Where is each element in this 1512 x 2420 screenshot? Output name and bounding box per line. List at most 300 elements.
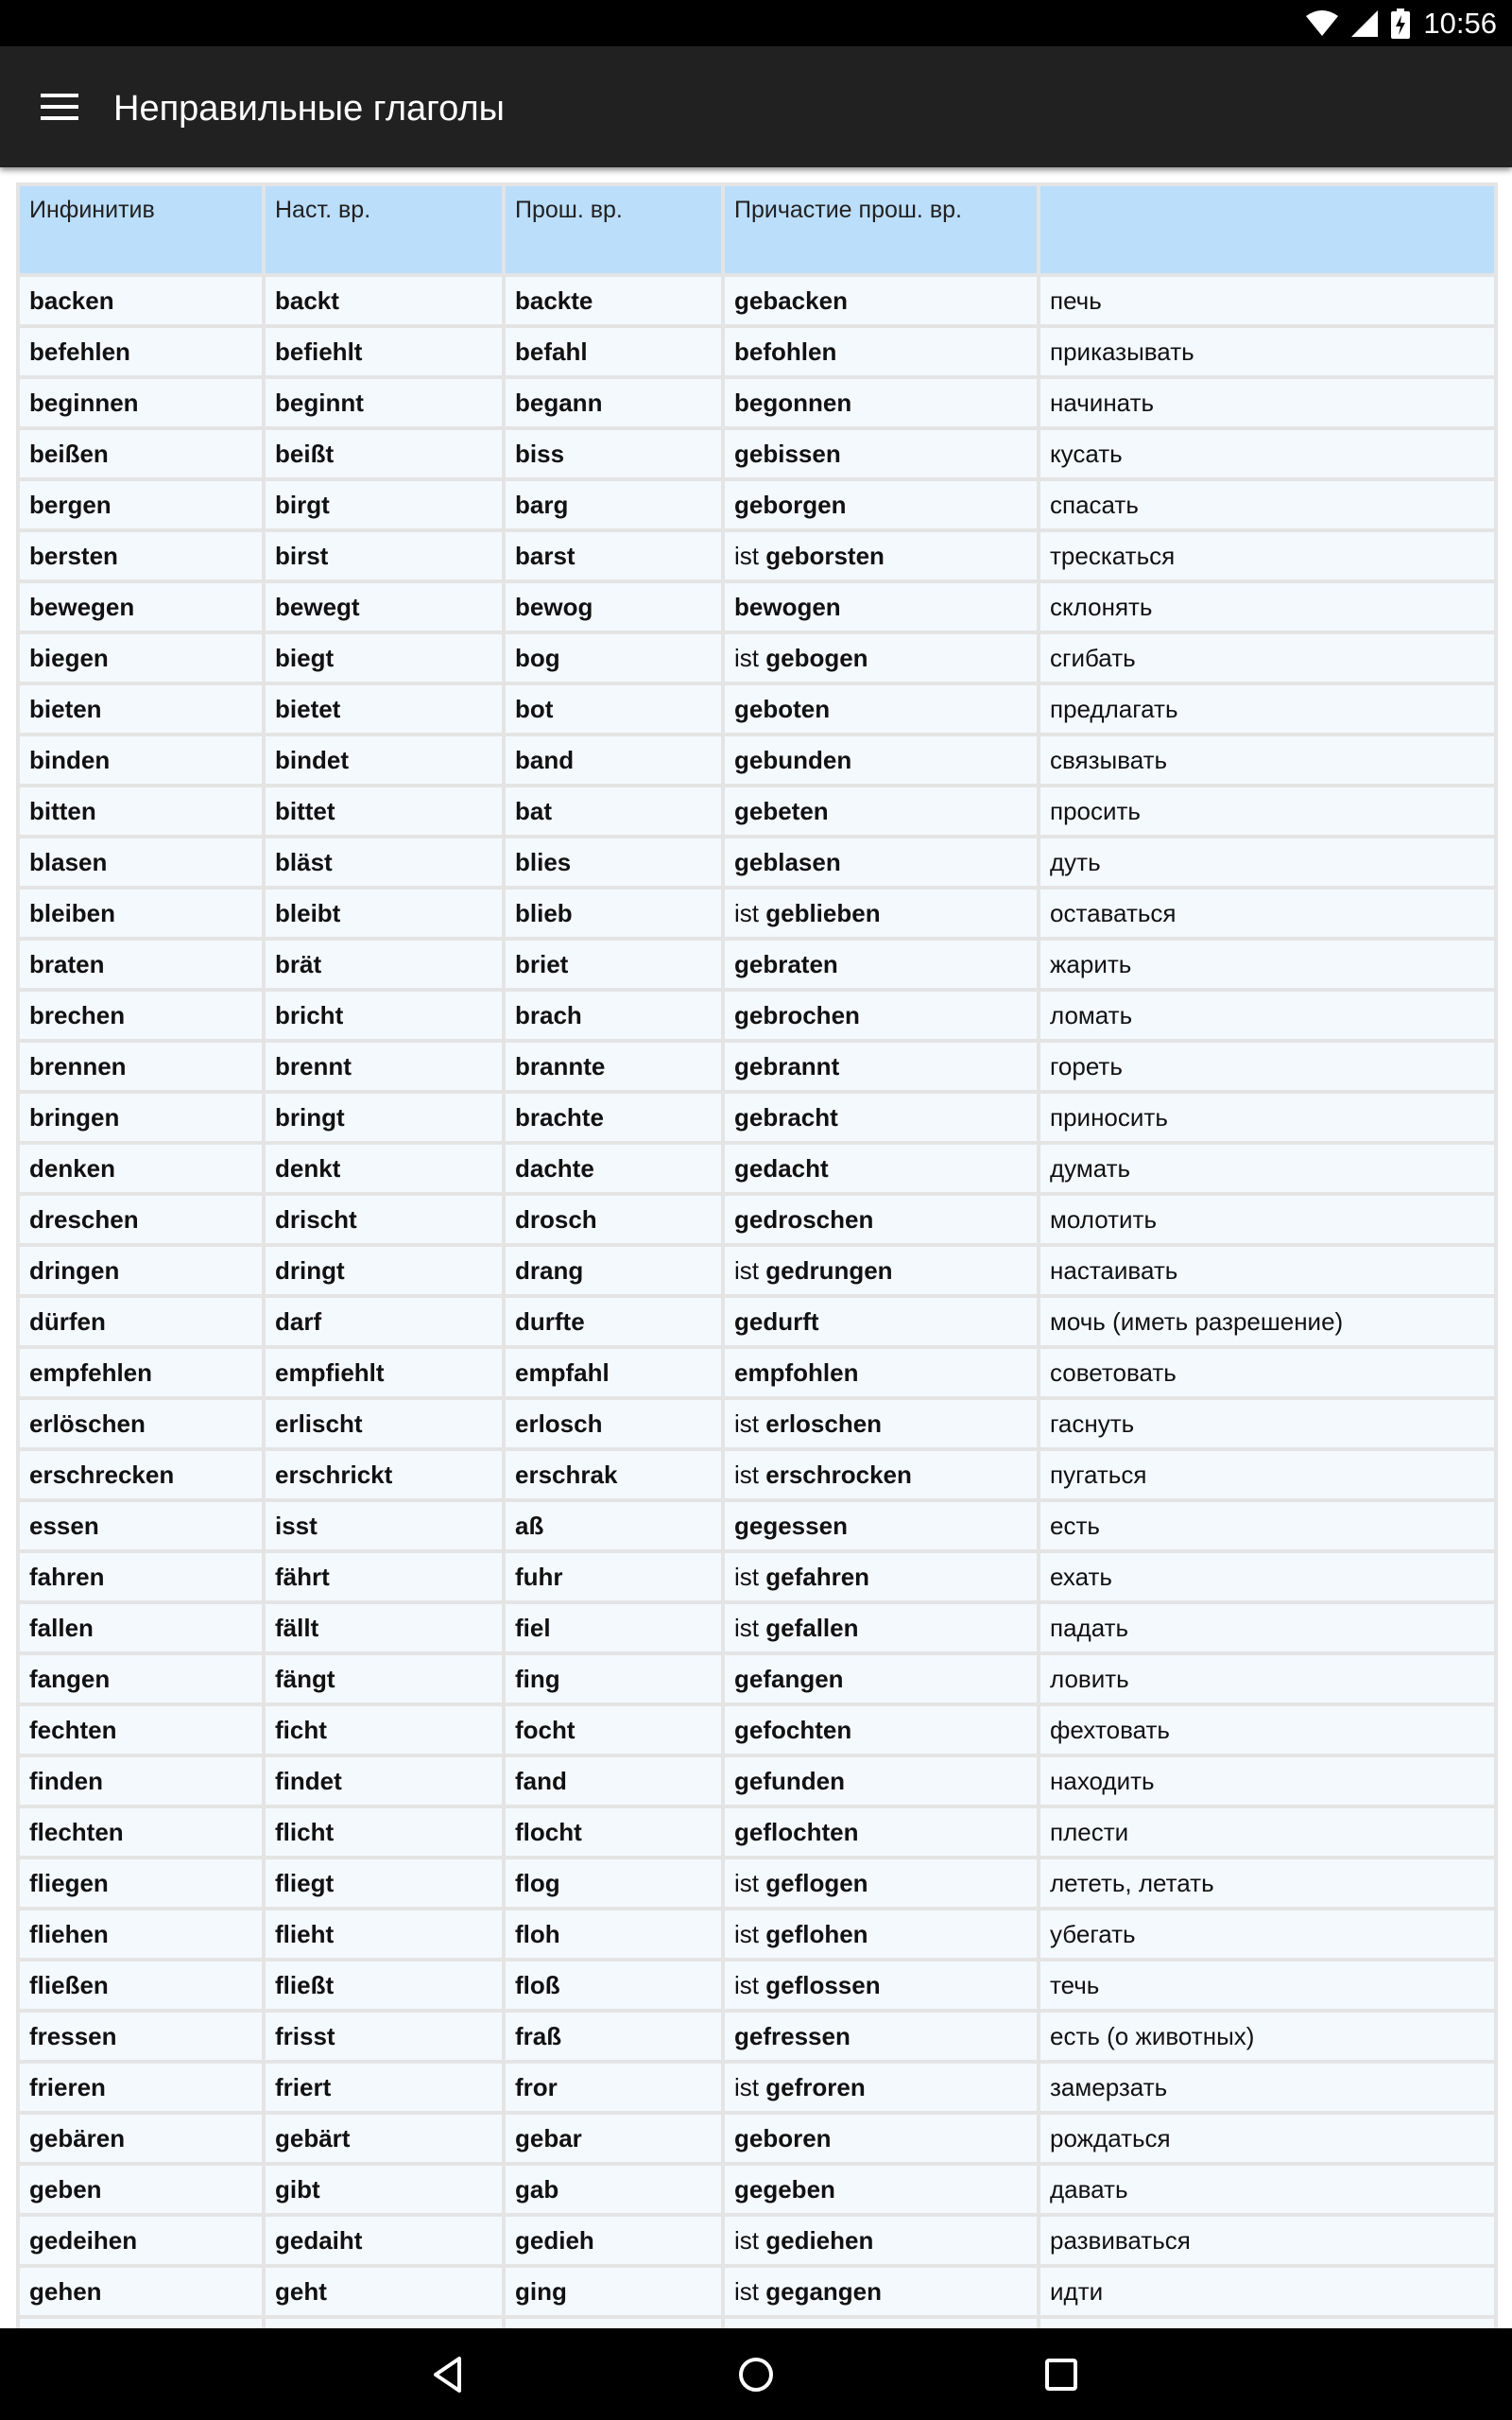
header-translation: [1040, 186, 1494, 273]
cell-translation: находить: [1040, 1757, 1494, 1805]
cell-present: bindet: [266, 736, 502, 784]
table-row: [20, 2268, 1494, 2315]
cell-participle: [725, 1859, 1037, 1907]
table-row: [20, 1604, 1494, 1651]
cell-past: begann: [506, 379, 721, 426]
cell-past: fiel: [506, 1604, 721, 1651]
cell-translation: убегать: [1040, 1910, 1494, 1958]
cell-infinitive: brechen: [20, 992, 262, 1039]
cell-past: bat: [506, 787, 721, 835]
participle-form: gefangen: [734, 1665, 844, 1693]
cell-infinitive: dürfen: [20, 1298, 262, 1345]
nav-bar: [0, 2328, 1512, 2420]
cell-past: aß: [506, 1502, 721, 1549]
cell-past: flog: [506, 1859, 721, 1907]
cell-participle: [725, 1706, 1037, 1754]
participle-form: gebracht: [734, 1103, 838, 1132]
cell-participle: [725, 634, 1037, 682]
cell-infinitive: beißen: [20, 430, 262, 477]
cell-past: gab: [506, 2166, 721, 2213]
cell-infinitive: fechten: [20, 1706, 262, 1754]
cell-translation: кусать: [1040, 430, 1494, 477]
cell-present: brät: [266, 941, 502, 988]
table-row: [20, 1400, 1494, 1447]
cell-translation: печь: [1040, 277, 1494, 324]
table-row: [20, 1757, 1494, 1805]
cell-present: darf: [266, 1298, 502, 1345]
cell-past: bot: [506, 685, 721, 733]
cell-infinitive: bleiben: [20, 890, 262, 937]
cell-infinitive: bringen: [20, 1094, 262, 1141]
cell-infinitive: fangen: [20, 1655, 262, 1703]
cell-past: durfte: [506, 1298, 721, 1345]
cell-past: empfahl: [506, 1349, 721, 1396]
table-row: [20, 736, 1494, 784]
cell-infinitive: erschrecken: [20, 1451, 262, 1498]
participle-form: gegessen: [734, 1512, 848, 1540]
cell-present: bittet: [266, 787, 502, 835]
header-past: Прош. вр.: [506, 186, 721, 273]
cell-translation: думать: [1040, 1145, 1494, 1192]
participle-form: gegangen: [765, 2277, 883, 2306]
table-row: [20, 1910, 1494, 1958]
header-present: Наст. вр.: [266, 186, 502, 273]
cell-present: biegt: [266, 634, 502, 682]
cell-translation: дуть: [1040, 838, 1494, 886]
cell-present: erlischt: [266, 1400, 502, 1447]
cell-translation: трескаться: [1040, 532, 1494, 579]
cell-translation: фехтовать: [1040, 1706, 1494, 1754]
cell-translation: ломать: [1040, 992, 1494, 1039]
participle-form: gebunden: [734, 746, 852, 774]
participle-auxiliary: ist: [734, 2226, 759, 2255]
participle-form: gefochten: [734, 1716, 852, 1744]
table-row: [20, 1706, 1494, 1754]
cell-infinitive: essen: [20, 1502, 262, 1549]
table-row: [20, 2115, 1494, 2162]
cell-present: birgt: [266, 481, 502, 528]
cell-past: floß: [506, 1962, 721, 2009]
cell-past: blieb: [506, 890, 721, 937]
participle-form: erschrocken: [765, 1461, 912, 1489]
cell-infinitive: biegen: [20, 634, 262, 682]
cell-translation: есть (о животных): [1040, 2013, 1494, 2060]
cell-present: fährt: [266, 1553, 502, 1600]
cell-present: bringt: [266, 1094, 502, 1141]
wifi-icon: [1306, 10, 1338, 37]
table-row: [20, 2217, 1494, 2264]
participle-auxiliary: ist: [734, 899, 759, 927]
cell-present: backt: [266, 277, 502, 324]
cell-translation: давать: [1040, 2166, 1494, 2213]
cell-infinitive: flechten: [20, 1808, 262, 1856]
cell-participle: [725, 1349, 1037, 1396]
cell-present: frisst: [266, 2013, 502, 2060]
cell-infinitive: fressen: [20, 2013, 262, 2060]
cell-infinitive: bitten: [20, 787, 262, 835]
status-time: 10:56: [1423, 7, 1497, 40]
cell-participle: [725, 2268, 1037, 2315]
cell-infinitive: dreschen: [20, 1196, 262, 1243]
table-row: [20, 1349, 1494, 1396]
cell-past: erschrak: [506, 1451, 721, 1498]
cell-past: barst: [506, 532, 721, 579]
participle-form: gefroren: [765, 2073, 866, 2101]
cell-infinitive: gedeihen: [20, 2217, 262, 2264]
table-row: [20, 838, 1494, 886]
cell-infinitive: erlöschen: [20, 1400, 262, 1447]
cell-translation: падать: [1040, 1604, 1494, 1651]
cell-translation: гаснуть: [1040, 1400, 1494, 1447]
table-row: [20, 2064, 1494, 2111]
participle-form: bewogen: [734, 593, 841, 621]
cell-past: fand: [506, 1757, 721, 1805]
cell-participle: [725, 1043, 1037, 1090]
participle-form: empfohlen: [734, 1358, 859, 1387]
participle-form: geboren: [734, 2124, 832, 2152]
cell-present: befiehlt: [266, 328, 502, 375]
cell-past: fing: [506, 1655, 721, 1703]
back-button[interactable]: [427, 2351, 474, 2398]
cell-infinitive: bergen: [20, 481, 262, 528]
cell-past: brannte: [506, 1043, 721, 1090]
cell-past: befahl: [506, 328, 721, 375]
cell-infinitive: fliehen: [20, 1910, 262, 1958]
cell-present: fliegt: [266, 1859, 502, 1907]
table-row: [20, 941, 1494, 988]
cell-present: dringt: [266, 1247, 502, 1294]
cell-participle: [725, 2064, 1037, 2111]
table-row: [20, 2166, 1494, 2213]
cell-past: focht: [506, 1706, 721, 1754]
cell-present: isst: [266, 1502, 502, 1549]
participle-form: geflossen: [765, 1971, 881, 1999]
participle-form: geblieben: [765, 899, 881, 927]
participle-form: gediehen: [765, 2226, 874, 2255]
cell-infinitive: gebären: [20, 2115, 262, 2162]
cell-translation: рождаться: [1040, 2115, 1494, 2162]
cell-present: findet: [266, 1757, 502, 1805]
participle-auxiliary: ist: [734, 1614, 759, 1642]
table-row: [20, 1859, 1494, 1907]
table-row: [20, 634, 1494, 682]
participle-auxiliary: ist: [734, 1409, 759, 1438]
cell-participle: [725, 1604, 1037, 1651]
cell-translation: советовать: [1040, 1349, 1494, 1396]
cell-present: bläst: [266, 838, 502, 886]
app-bar: [0, 46, 1512, 167]
menu-icon: [41, 94, 78, 120]
table-row: [20, 1655, 1494, 1703]
cell-participle: [725, 1553, 1037, 1600]
cell-participle: [725, 1247, 1037, 1294]
cell-present: gedaiht: [266, 2217, 502, 2264]
participle-auxiliary: ist: [734, 2277, 759, 2306]
participle-form: gebissen: [734, 440, 841, 468]
cell-present: gebärt: [266, 2115, 502, 2162]
participle-form: erloschen: [765, 1409, 883, 1438]
cell-infinitive: fliegen: [20, 1859, 262, 1907]
cell-translation: ловить: [1040, 1655, 1494, 1703]
cell-present: beginnt: [266, 379, 502, 426]
cell-infinitive: gehen: [20, 2268, 262, 2315]
table-row: [20, 1502, 1494, 1549]
cell-present: bricht: [266, 992, 502, 1039]
page-title: Неправильные глаголы: [113, 89, 505, 129]
cell-translation: плести: [1040, 1808, 1494, 1856]
cell-participle: [725, 1757, 1037, 1805]
cell-translation: есть: [1040, 1502, 1494, 1549]
cell-participle: [725, 583, 1037, 631]
cell-past: brachte: [506, 1094, 721, 1141]
table-row: [20, 1808, 1494, 1856]
cell-past: dachte: [506, 1145, 721, 1192]
table-row: [20, 328, 1494, 375]
table-row: [20, 2013, 1494, 2060]
table-row: [20, 1451, 1494, 1498]
cell-infinitive: brennen: [20, 1043, 262, 1090]
cell-participle: [725, 685, 1037, 733]
cell-past: blies: [506, 838, 721, 886]
cell-participle: [725, 1145, 1037, 1192]
cell-present: fängt: [266, 1655, 502, 1703]
cell-past: gedieh: [506, 2217, 721, 2264]
table-row: [20, 1145, 1494, 1192]
cell-infinitive: bersten: [20, 532, 262, 579]
participle-form: gebrochen: [734, 1001, 860, 1029]
participle-form: gedroschen: [734, 1205, 874, 1234]
cell-translation: просить: [1040, 787, 1494, 835]
cell-translation: гореть: [1040, 1043, 1494, 1090]
cell-translation: мочь (иметь разрешение): [1040, 1298, 1494, 1345]
cell-infinitive: frieren: [20, 2064, 262, 2111]
cell-participle: [725, 379, 1037, 426]
table-body: [20, 277, 1494, 2366]
cell-past: erlosch: [506, 1400, 721, 1447]
cell-present: birst: [266, 532, 502, 579]
cell-present: gibt: [266, 2166, 502, 2213]
table-row: [20, 481, 1494, 528]
status-icons: [1306, 6, 1497, 42]
cell-past: fror: [506, 2064, 721, 2111]
cell-participle: [725, 2013, 1037, 2060]
cell-translation: течь: [1040, 1962, 1494, 2009]
cell-past: band: [506, 736, 721, 784]
participle-form: gefunden: [734, 1767, 845, 1795]
cell-past: gebar: [506, 2115, 721, 2162]
cell-infinitive: fallen: [20, 1604, 262, 1651]
cell-infinitive: dringen: [20, 1247, 262, 1294]
cell-infinitive: empfehlen: [20, 1349, 262, 1396]
participle-form: gedrungen: [765, 1256, 893, 1285]
cell-participle: [725, 430, 1037, 477]
table-row: [20, 685, 1494, 733]
table-row: [20, 1196, 1494, 1243]
cell-translation: приносить: [1040, 1094, 1494, 1141]
participle-form: gebacken: [734, 286, 848, 315]
header-participle: Причастие прош. вр.: [725, 186, 1037, 273]
participle-auxiliary: ist: [734, 1869, 759, 1897]
cell-translation: склонять: [1040, 583, 1494, 631]
cell-infinitive: finden: [20, 1757, 262, 1805]
cell-translation: пугаться: [1040, 1451, 1494, 1498]
cell-past: bog: [506, 634, 721, 682]
cell-present: drischt: [266, 1196, 502, 1243]
cell-present: beißt: [266, 430, 502, 477]
cell-infinitive: braten: [20, 941, 262, 988]
cell-participle: [725, 838, 1037, 886]
participle-form: gebeten: [734, 797, 829, 825]
participle-auxiliary: ist: [734, 1563, 759, 1591]
cell-participle: [725, 2217, 1037, 2264]
cell-infinitive: blasen: [20, 838, 262, 886]
table-row: [20, 890, 1494, 937]
participle-form: gefallen: [765, 1614, 859, 1642]
cell-translation: молотить: [1040, 1196, 1494, 1243]
cell-translation: лететь, летать: [1040, 1859, 1494, 1907]
cell-present: bleibt: [266, 890, 502, 937]
table-row: [20, 532, 1494, 579]
cell-translation: начинать: [1040, 379, 1494, 426]
cell-past: fraß: [506, 2013, 721, 2060]
cell-infinitive: fahren: [20, 1553, 262, 1600]
cell-translation: оставаться: [1040, 890, 1494, 937]
participle-auxiliary: ist: [734, 1256, 759, 1285]
participle-form: gedacht: [734, 1154, 829, 1183]
cell-translation: сгибать: [1040, 634, 1494, 682]
participle-form: gebrannt: [734, 1052, 840, 1080]
cell-translation: настаивать: [1040, 1247, 1494, 1294]
cell-present: friert: [266, 2064, 502, 2111]
cell-past: briet: [506, 941, 721, 988]
cell-infinitive: bewegen: [20, 583, 262, 631]
cell-past: drang: [506, 1247, 721, 1294]
cell-translation: ехать: [1040, 1553, 1494, 1600]
participle-form: geboten: [734, 695, 831, 723]
cell-participle: [725, 1094, 1037, 1141]
cell-present: flicht: [266, 1808, 502, 1856]
cell-present: fließt: [266, 1962, 502, 2009]
cell-participle: [725, 2166, 1037, 2213]
cell-infinitive: geben: [20, 2166, 262, 2213]
table-header-row: [20, 186, 1494, 273]
menu-button[interactable]: [36, 88, 85, 126]
participle-auxiliary: ist: [734, 1461, 759, 1489]
cell-participle: [725, 1451, 1037, 1498]
table-row: [20, 1553, 1494, 1600]
back-icon: [427, 2351, 474, 2398]
participle-form: befohlen: [734, 337, 837, 366]
cell-present: flieht: [266, 1910, 502, 1958]
table-row: [20, 1962, 1494, 2009]
cell-past: biss: [506, 430, 721, 477]
cell-infinitive: backen: [20, 277, 262, 324]
cell-participle: [725, 1808, 1037, 1856]
recents-button[interactable]: [1038, 2351, 1085, 2398]
participle-form: gebraten: [734, 950, 838, 978]
participle-form: geflochten: [734, 1818, 859, 1846]
cell-participle: [725, 1400, 1037, 1447]
table-row: [20, 277, 1494, 324]
cell-participle: [725, 328, 1037, 375]
cell-past: brach: [506, 992, 721, 1039]
cell-participle: [725, 277, 1037, 324]
participle-form: gedurft: [734, 1307, 819, 1336]
participle-auxiliary: ist: [734, 542, 759, 570]
cell-participle: [725, 787, 1037, 835]
cell-present: geht: [266, 2268, 502, 2315]
signal-icon: [1351, 10, 1378, 37]
verbs-table: [16, 182, 1498, 2370]
verbs-table-container[interactable]: [0, 167, 1512, 2328]
cell-translation: приказывать: [1040, 328, 1494, 375]
cell-past: floh: [506, 1910, 721, 1958]
cell-infinitive: binden: [20, 736, 262, 784]
cell-present: denkt: [266, 1145, 502, 1192]
cell-present: erschrickt: [266, 1451, 502, 1498]
header-infinitive: Инфинитив: [20, 186, 262, 273]
table-row: [20, 992, 1494, 1039]
cell-participle: [725, 481, 1037, 528]
cell-present: fällt: [266, 1604, 502, 1651]
cell-past: flocht: [506, 1808, 721, 1856]
cell-participle: [725, 1655, 1037, 1703]
table-row: [20, 1043, 1494, 1090]
table-row: [20, 1298, 1494, 1345]
cell-present: bewegt: [266, 583, 502, 631]
home-icon: [732, 2351, 780, 2398]
cell-present: ficht: [266, 1706, 502, 1754]
participle-auxiliary: ist: [734, 1920, 759, 1948]
cell-participle: [725, 1910, 1037, 1958]
table-row: [20, 379, 1494, 426]
cell-participle: [725, 1298, 1037, 1345]
cell-participle: [725, 992, 1037, 1039]
cell-translation: замерзать: [1040, 2064, 1494, 2111]
home-button[interactable]: [732, 2351, 780, 2398]
cell-past: barg: [506, 481, 721, 528]
cell-participle: [725, 736, 1037, 784]
cell-participle: [725, 1962, 1037, 2009]
table-row: [20, 430, 1494, 477]
cell-infinitive: beginnen: [20, 379, 262, 426]
participle-form: begonnen: [734, 389, 852, 417]
cell-present: bietet: [266, 685, 502, 733]
participle-form: gebogen: [765, 644, 868, 672]
cell-present: empfiehlt: [266, 1349, 502, 1396]
participle-form: geblasen: [734, 848, 841, 876]
table-row: [20, 787, 1494, 835]
cell-past: drosch: [506, 1196, 721, 1243]
cell-past: bewog: [506, 583, 721, 631]
cell-participle: [725, 1196, 1037, 1243]
table-row: [20, 583, 1494, 631]
cell-translation: идти: [1040, 2268, 1494, 2315]
cell-past: ging: [506, 2268, 721, 2315]
recents-icon: [1038, 2351, 1085, 2398]
cell-participle: [725, 1502, 1037, 1549]
cell-infinitive: befehlen: [20, 328, 262, 375]
participle-form: gefressen: [734, 2022, 850, 2050]
cell-translation: жарить: [1040, 941, 1494, 988]
table-row: [20, 1094, 1494, 1141]
cell-infinitive: fließen: [20, 1962, 262, 2009]
table-row: [20, 1247, 1494, 1294]
participle-form: geborgen: [734, 491, 847, 519]
cell-participle: [725, 941, 1037, 988]
cell-infinitive: bieten: [20, 685, 262, 733]
cell-present: brennt: [266, 1043, 502, 1090]
